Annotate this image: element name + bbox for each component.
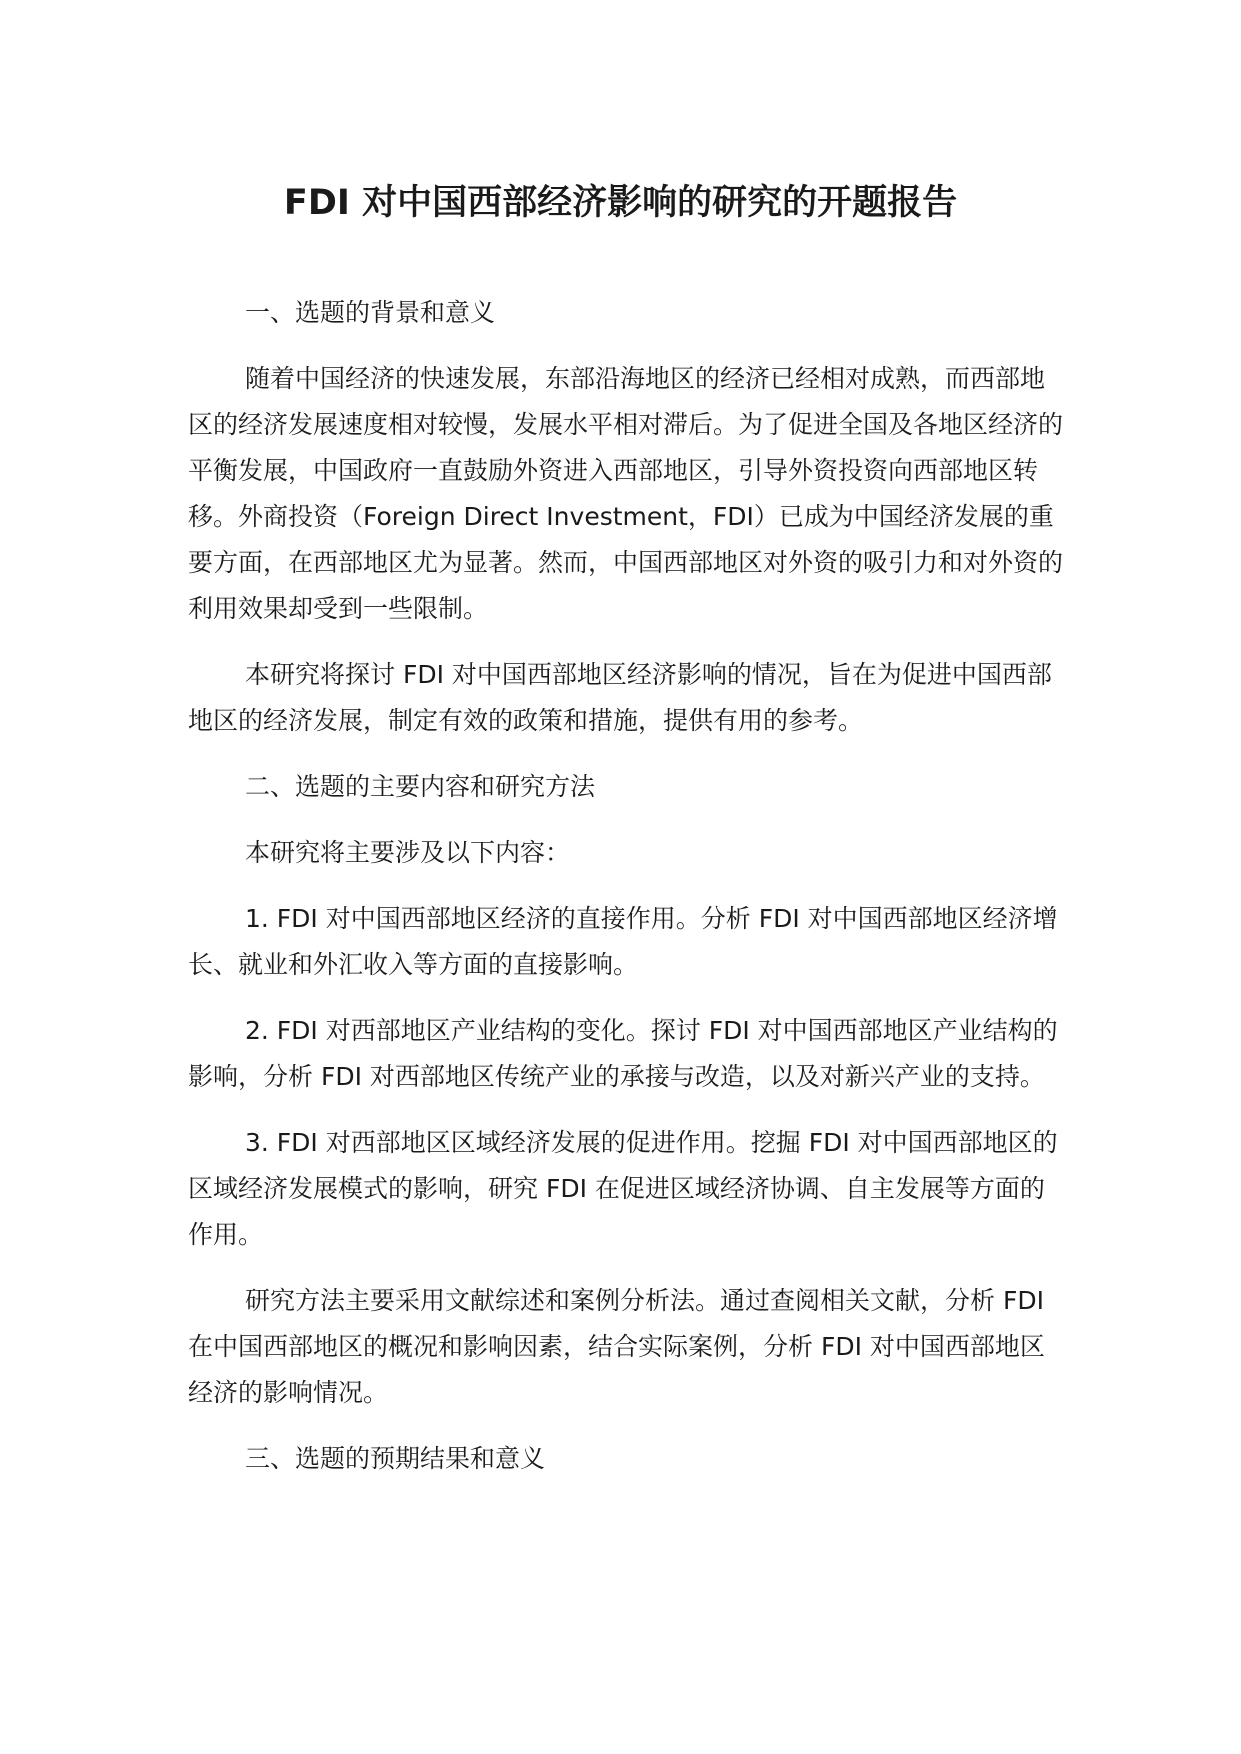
paragraph-content-intro: 本研究将主要涉及以下内容：	[245, 838, 571, 867]
document-body	[188, 290, 1068, 1502]
section-heading-expected-results: 三、选题的预期结果和意义	[245, 1444, 546, 1473]
list-item-direct-effect: 1. FDI 对中国西部地区经济的直接作用。分析 FDI 对中国西部地区经济增长、就业和外汇收入等方面的直接影响。	[188, 904, 1058, 979]
section-heading-content-methods: 二、选题的主要内容和研究方法	[245, 772, 596, 801]
paragraph-background: 随着中国经济的快速发展，东部沿海地区的经济已经相对成熟，而西部地区的经济发展速度相对较慢，发展水平相对滞后。为了促进全国及各地区经济的平衡发展，中国政府一直鼓励外资进入西部地区，引导外资投资向西部地区转移。外商投资（Foreign Direct Investment，FDI）已成为中国经济发展的重要方面，在西部地区尤为显著。然而，中国西部地区对外资的吸引力和对外资的利用效果却受到一些限制。	[188, 364, 1064, 623]
section-heading-background: 一、选题的背景和意义	[245, 298, 496, 327]
list-item-industry-structure: 2. FDI 对西部地区产业结构的变化。探讨 FDI 对中国西部地区产业结构的影响，分析 FDI 对西部地区传统产业的承接与改造，以及对新兴产业的支持。	[188, 1016, 1058, 1091]
document-title: FDI 对中国西部经济影响的研究的开题报告	[283, 183, 958, 223]
list-item-regional-development: 3. FDI 对西部地区区域经济发展的促进作用。挖掘 FDI 对中国西部地区的区域经济发展模式的影响，研究 FDI 在促进区域经济协调、自主发展等方面的作用。	[188, 1128, 1058, 1249]
paragraph-purpose: 本研究将探讨 FDI 对中国西部地区经济影响的情况，旨在为促进中国西部地区的经济发展，制定有效的政策和措施，提供有用的参考。	[188, 660, 1052, 735]
paragraph-research-method: 研究方法主要采用文献综述和案例分析法。通过查阅相关文献，分析 FDI 在中国西部地区的概况和影响因素，结合实际案例，分析 FDI 对中国西部地区经济的影响情况。	[188, 1286, 1045, 1407]
